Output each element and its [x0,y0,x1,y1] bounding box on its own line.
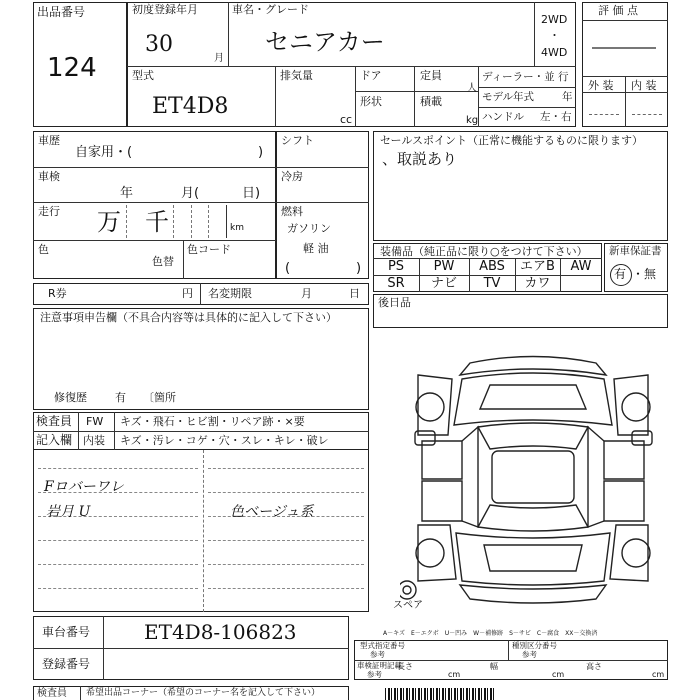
category-label: 種別区分番号 [512,641,557,650]
recycle-row [33,283,369,305]
wheel-rear-left [416,539,444,567]
door-front-right [604,441,644,479]
equip-pw: PW [433,259,455,274]
exterior-label: 外 装 [588,79,614,92]
fuel-label: 燃料 [281,205,303,218]
interior-label: 内 装 [631,79,657,92]
handle-options: 左・右 [540,111,572,123]
repair-history-value: 有 [115,391,126,404]
record-label: 記入欄 [36,433,73,447]
fuel-paren-open: ( [285,261,291,276]
chassis-label: 車台番号 [42,625,91,639]
lot-number-label: 出品番号 [37,5,86,19]
first-registration-year: 30 [145,32,173,57]
equip-leather: カワ [524,276,551,291]
kg-unit: kg [466,115,479,126]
shift-label: シフト [281,134,314,147]
recycle-label: R券 [48,287,67,300]
history-close: ) [258,145,264,160]
recycle-yen: 円 [182,287,193,300]
shape-label: 形状 [360,95,382,108]
ac-label: 冷房 [281,170,303,183]
name-change-label: 名変期限 [208,287,252,300]
shaken-day: 日) [242,186,261,201]
wheel-rear-right [622,539,650,567]
length-cm: cm [448,670,461,679]
door-rear-left [422,481,462,521]
sales-point-note: 、取説あり [382,150,458,168]
hood [454,373,612,425]
capacity-unit: 人 [467,83,477,94]
rear-fender-right [610,525,648,581]
inspection-note-1: Fロバーワレ [44,479,124,495]
corner-note: 希望出品コーナー（希望のコーナー名を記入して下さい） [86,688,321,698]
mileage-man: 万 [97,208,121,236]
interior-inspect-label: 内装 [83,434,105,447]
first-registration-label: 初度登録年月 [132,3,198,16]
equip-navi: ナビ [430,276,457,291]
roof [492,451,574,503]
damage-legend: A－キズ E－エクボ U－凹み W－補修跡 S－サビ C－腐食 XX－交換済 [383,630,598,637]
fuel-paren-close: ) [356,261,362,276]
fw-items: キズ・飛石・ヒビ割・リペア跡・×要 [120,415,305,428]
front-fender-right [614,375,648,435]
car-name-label: 車名・グレード [232,3,309,16]
sales-point-box [373,131,668,241]
wheel-front-right [622,393,650,421]
registration-month-unit: 月 [214,53,224,64]
front-fender-left [418,375,452,435]
shaken-month: 月( [181,186,200,201]
interior-items: キズ・汚レ・コゲ・穴・スレ・キレ・破レ [120,434,329,447]
ref-2: 参考 [522,650,537,659]
rear-window [478,505,588,531]
lot-number-value: 124 [47,53,97,83]
equip-ps: PS [387,259,405,274]
mileage-sen: 千 [145,208,169,236]
grade-label: 評 価 点 [598,4,638,17]
equip-airbag: エアB [520,259,555,274]
windshield [478,423,588,449]
front-bumper [460,357,606,376]
later-items-box [373,294,668,328]
warranty-label: 新車保証書 [609,245,662,257]
sales-point-label: セールスポイント（正常に機能するものに限ります） [380,134,644,147]
history-value: 自家用・( [75,145,133,160]
width-cm: cm [552,670,565,679]
equip-tv: TV [483,276,501,291]
spare-label: スペア [393,600,423,611]
wheel-front-left [416,393,444,421]
drive-4wd: 4WD [541,46,568,59]
name-change-month: 月 [301,287,312,300]
drive-dot: ・ [549,29,560,42]
cert-label: 車検証明記載 [357,661,402,670]
fuel-diesel: 軽 油 [303,242,329,255]
door-front-left [422,441,462,479]
history-label: 車歴 [38,134,60,147]
displacement-label: 排気量 [280,69,313,82]
registration-label: 登録番号 [42,657,91,671]
ref-3: 参考 [367,670,382,679]
door-label: ドア [360,69,382,82]
inspection-note-3: 色ベージュ系 [230,504,314,520]
repair-history-label: 修復歴 [54,391,87,404]
model-year-unit: 年 [562,91,573,103]
car-name-value: セニアカー [265,28,385,56]
mirror-right [632,431,652,445]
km-unit: km [230,223,244,233]
inspection-note-2: 岩月 U [46,504,91,520]
model-value: ET4D8 [152,94,229,119]
length-label: 長さ [397,662,413,671]
model-label: 型式 [132,69,154,82]
inspector-label: 検査員 [36,414,73,428]
shaken-label: 車検 [38,170,60,183]
car-damage-diagram [400,345,670,615]
barcode [385,688,495,700]
fw-label: FW [86,415,104,428]
color-label: 色 [38,243,49,256]
height-label: 高さ [586,662,602,671]
equip-aw: AW [570,259,592,274]
warranty-no: ・無 [632,267,657,281]
model-spec-label: 型式指定番号 [360,641,405,650]
height-cm: cm [652,670,665,679]
rear-fender-left [418,525,456,581]
equip-abs: ABS [479,259,505,274]
capacity-label: 定員 [420,69,442,82]
trunk [456,533,610,585]
model-year-label: モデル年式 [482,91,534,103]
inspector-footer-label: 検査員 [37,688,67,699]
width-label: 幅 [490,662,498,671]
equip-sr: SR [387,276,405,291]
door-rear-right [604,481,644,521]
equipment-label: 装備品（純正品に限り○をつけて下さい） [380,245,588,258]
drive-2wd: 2WD [541,13,568,26]
repair-place-label: 〔箇所 [143,391,176,404]
name-change-day: 日 [349,287,360,300]
handle-label: ハンドル [482,111,524,123]
rear-bumper [460,585,606,603]
cc-unit: cc [340,113,353,126]
fuel-gasoline: ガソリン [287,222,331,235]
load-label: 積載 [420,95,442,108]
dealer-label: ディーラー・並 行 [482,71,569,83]
chassis-value: ET4D8-106823 [144,620,297,644]
color-change-label: 色替 [152,255,174,268]
notes-label: 注意事項申告欄（不具合内容等は具体的に記入して下さい） [40,311,337,324]
ref-1: 参考 [370,650,385,659]
mileage-label: 走行 [38,205,60,218]
color-code-label: 色コード [187,243,231,256]
shaken-year: 年 [120,186,134,201]
warranty-yes: 有 [614,267,627,281]
later-items-label: 後日品 [378,296,411,309]
